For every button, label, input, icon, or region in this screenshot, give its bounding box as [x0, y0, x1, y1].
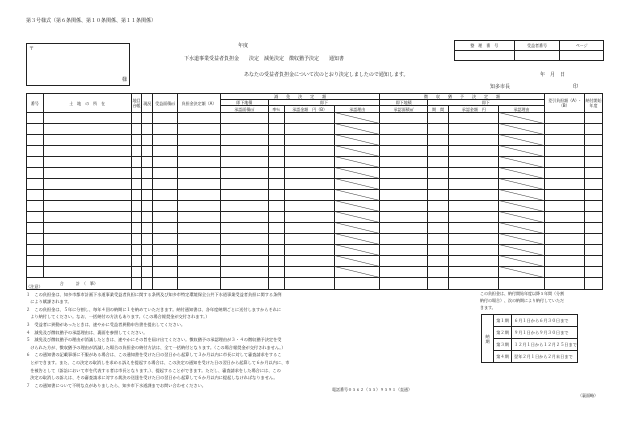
reason-slash — [335, 223, 380, 234]
note-line: により賦課されます。 — [26, 299, 72, 305]
notes-section — [26, 283, 471, 389]
notes-heading: （注意） — [26, 284, 43, 289]
reason-slash — [499, 223, 544, 234]
reduction-sub-area: 即下地積 — [220, 100, 268, 106]
col-fy-header: 納付開始年度 — [585, 94, 603, 113]
reason-slash — [335, 179, 380, 190]
col-assessed-header: 負担金決定額（A） — [178, 94, 221, 113]
seal-mark: 印 — [573, 84, 579, 90]
reason-slash — [335, 234, 380, 245]
col-land-ledger-header: 地目 台帳 — [131, 94, 142, 113]
reduction-sub-other: 即下 — [268, 100, 380, 106]
col-area-header: 受益面積㎡ — [153, 94, 178, 113]
note-line: １ この負担金は、知多市都市計画下水道事業受益者負担に関する条例及び知多市特定環境保全公共下水道事業受益者負担に関する条例 — [26, 291, 282, 297]
col-location-header: 土 地 の 所 在 — [43, 94, 131, 113]
schedule-term: 第２期 — [494, 327, 512, 339]
deferral-col-area: 承認面積㎡ — [380, 106, 428, 113]
schedule-range: ９月１日から９月３０日まで — [512, 327, 578, 339]
payment-schedule — [481, 314, 578, 363]
reason-slash — [499, 146, 544, 157]
reason-slash — [499, 168, 544, 179]
reason-slash — [499, 190, 544, 201]
deferral-col-reason: 承認理由 — [499, 106, 544, 113]
schedule-intro-line: きます。 — [480, 305, 496, 310]
back-page-note: （裏面略） — [578, 393, 598, 398]
reason-slash — [499, 113, 544, 124]
reason-slash — [335, 201, 380, 212]
schedule-term: 第３期 — [494, 339, 512, 351]
reason-slash — [499, 124, 544, 135]
contact-phone: 電話番号０５６２（５５）９５９１（直通） — [332, 387, 412, 392]
deferral-sub-other: 即下 — [427, 100, 544, 106]
total-label: 合 計 （ 筆） — [27, 278, 132, 290]
deferral-col-amount: 承認金額 円 — [449, 106, 499, 113]
reduction-col-area: 承認面積㎡ — [220, 106, 268, 113]
reason-slash — [335, 245, 380, 256]
note-line: ３ 受益者に異動があったときは、速やかに受益者異動申告書を提出してください。 — [26, 321, 186, 327]
reason-slash — [335, 168, 380, 179]
note-line: けられた方が、徴収猶予の理由が消滅した場合の負担金の納付方法は、全て一括納付となります。（この場合報奨金が交付されません。） — [26, 344, 286, 350]
reason-slash — [499, 267, 544, 278]
postal-mark: 〒 — [29, 46, 35, 52]
reason-slash — [335, 135, 380, 146]
notice-intro: あなたの受益者負担金について次のとおり決定しましたので通知します。 — [244, 72, 409, 78]
schedule-intro-line: この負担金は、納付開始年度以降５年間（分割 — [480, 291, 564, 296]
notice-title: 下水道事業受益者負担金 決定 減免決定 徴収猶予決定 通知書 — [184, 56, 345, 62]
reduction-group-header: 減 免 決 定 額 — [220, 94, 379, 100]
ref-col-serial: 整 理 番 号 — [455, 41, 515, 51]
reason-slash — [335, 267, 380, 278]
col-seq-header: 番号 — [27, 94, 44, 113]
reduction-col-rate: 率％ — [268, 106, 285, 113]
form-number: 第３号様式（第６条関係、第１０条関係、第１１条関係） — [26, 18, 157, 24]
reduction-col-reason: 承認理由 — [335, 106, 380, 113]
schedule-range: ６月１日から６月３０日まで — [512, 315, 578, 327]
reason-slash — [335, 190, 380, 201]
schedule-intro — [480, 290, 564, 311]
reason-slash — [499, 179, 544, 190]
reason-slash — [499, 135, 544, 146]
issue-date: 年 月 日 — [540, 72, 566, 78]
note-line: ２ この負担金は、５年に分割し、毎年４回の納期に１を納めていただきます。納付通知書は、各年度納期ごとに送付しますからそれに — [26, 306, 282, 312]
schedule-row — [482, 351, 578, 363]
reason-slash — [499, 234, 544, 245]
schedule-term: 第１期 — [494, 315, 512, 327]
schedule-range: 翌年２月１日から２月末日まで — [512, 351, 578, 363]
ref-col-beneficiary: 受益者番号 — [514, 41, 560, 51]
reason-slash — [499, 201, 544, 212]
note-line: より納付してください。なお、一括納付の方法もあります。（この場合報奨金が交付されます。） — [26, 314, 210, 320]
schedule-intro-line: 納付の場合）、次の納期により納付していただ — [480, 298, 564, 303]
reason-slash — [499, 157, 544, 168]
deferral-col-period: 期 間 — [427, 106, 448, 113]
note-line: とができます。また、この決定の取消しを求める訴えを提起する場合は、この決定の通知を受けた日の翌日から起算して６か月以内に、市 — [26, 359, 290, 365]
reason-slash — [335, 256, 380, 267]
reduction-col-amount: 承認金額 円（B） — [285, 106, 335, 113]
note-line: ６ この通知書の記載事項に不服がある場合は、この通知書を受けた日の翌日から起算して３か月以内に市長に対して審査請求をするこ — [26, 352, 282, 358]
note-line: ５ 減免及び徴収猶予の理由が消滅したときは、速やかにその旨を届け出てください。徴収猶予の承認理由が３・４の徴収猶予決定を受 — [26, 337, 282, 343]
schedule-range: １２月１日から１２月２５日まで — [512, 339, 578, 351]
deferral-group-header: 徴 収 猶 予 決 定 額 — [380, 94, 544, 100]
col-net-header: 差引負担額（A）-（B） — [544, 94, 584, 113]
schedule-term: 第４期 — [494, 351, 512, 363]
reason-slash — [335, 124, 380, 135]
reason-slash — [499, 256, 544, 267]
honorific: 様 — [121, 77, 127, 83]
reason-slash — [499, 212, 544, 223]
schedule-row — [482, 339, 578, 351]
col-land-actual-header: 現況 — [142, 94, 153, 113]
schedule-row — [482, 315, 578, 327]
note-line: ４ 減免及び徴収猶予の承認理由は、裏面を参照してください。 — [26, 329, 148, 335]
reason-slash — [335, 146, 380, 157]
schedule-side-label: 納 期 — [482, 315, 494, 363]
note-line: ７ この通知書について不明な点がありましたら、知多市下水道課までお問い合わせください。 — [26, 382, 206, 388]
reason-slash — [335, 212, 380, 223]
reason-slash — [335, 157, 380, 168]
ref-col-page: ページ — [560, 41, 604, 51]
fiscal-year: 年度 — [238, 43, 249, 49]
reason-slash — [335, 113, 380, 124]
note-line: 決定の取消しの訴えは、その審査請求に対する裁決の送達を受けた日の翌日から起算して６か月以内に提起しなければなりません。 — [26, 375, 278, 381]
issuer: 知多市長 — [490, 84, 511, 90]
deferral-sub-area: 即下地積 — [380, 100, 428, 106]
reason-slash — [499, 245, 544, 256]
note-line: を被告として（訴訟において市を代表する者は市長となります。）、提起することができます。ただし、審査請求をした場合には、この — [26, 367, 281, 373]
